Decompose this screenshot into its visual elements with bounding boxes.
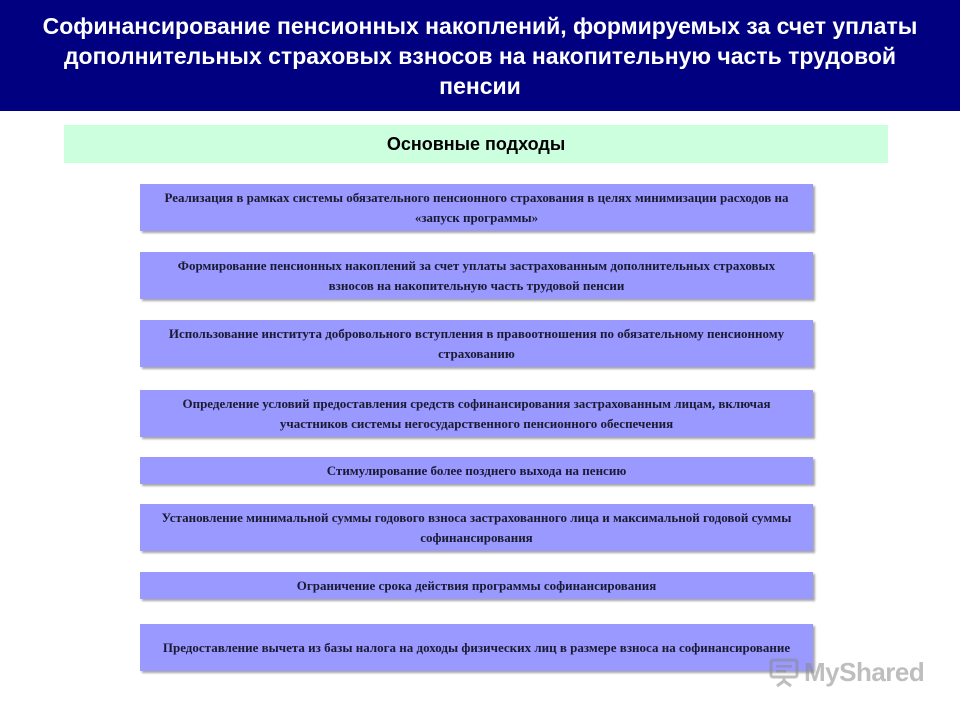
header-banner <box>0 0 960 111</box>
approach-item-text: Установление минимальной суммы годового взноса застрахованного лица и максимальной годовой суммы софинансирования <box>161 509 792 545</box>
approach-item-text: Использование института добровольного вступления в правоотношения по обязательному пенсионному страхованию <box>168 325 785 361</box>
approach-item-5 <box>140 457 813 484</box>
approach-item-7 <box>140 572 813 599</box>
approach-item-text: Определение условий предоставления средств софинансирования застрахованным лицам, включая участников системы негосударственного пенсионного обеспечения <box>182 395 771 431</box>
page-title: Софинансирование пенсионных накоплений, формируемых за счет уплаты дополнительных страховых взносов на накопительную часть трудовой пенсии <box>42 12 918 99</box>
approach-item-3 <box>140 320 813 367</box>
approach-item-text: Реализация в рамках системы обязательного пенсионного страхования в целях минимизации расходов на «запуск программы» <box>164 189 789 225</box>
approach-item-text: Предоставление вычета из базы налога на доходы физических лиц в размере взноса на софинансирование <box>162 639 791 655</box>
approach-item-4 <box>140 390 813 437</box>
approach-item-6 <box>140 504 813 551</box>
approach-item-text: Ограничение срока действия программы софинансирования <box>296 577 657 593</box>
subtitle-label: Основные подходы <box>386 133 566 154</box>
approach-item-text: Стимулирование более позднего выхода на пенсию <box>326 462 627 478</box>
approach-item-1 <box>140 184 813 231</box>
subtitle-bar <box>64 125 888 163</box>
approach-item-8 <box>140 624 813 671</box>
approach-item-text: Формирование пенсионных накоплений за счет уплаты застрахованным дополнительных страховых взносов на накопительную часть трудовой пенсии <box>177 257 776 293</box>
watermark-text: MyShared <box>804 656 925 687</box>
presentation-board-icon <box>768 656 800 688</box>
approach-item-2 <box>140 252 813 299</box>
watermark <box>768 656 924 688</box>
